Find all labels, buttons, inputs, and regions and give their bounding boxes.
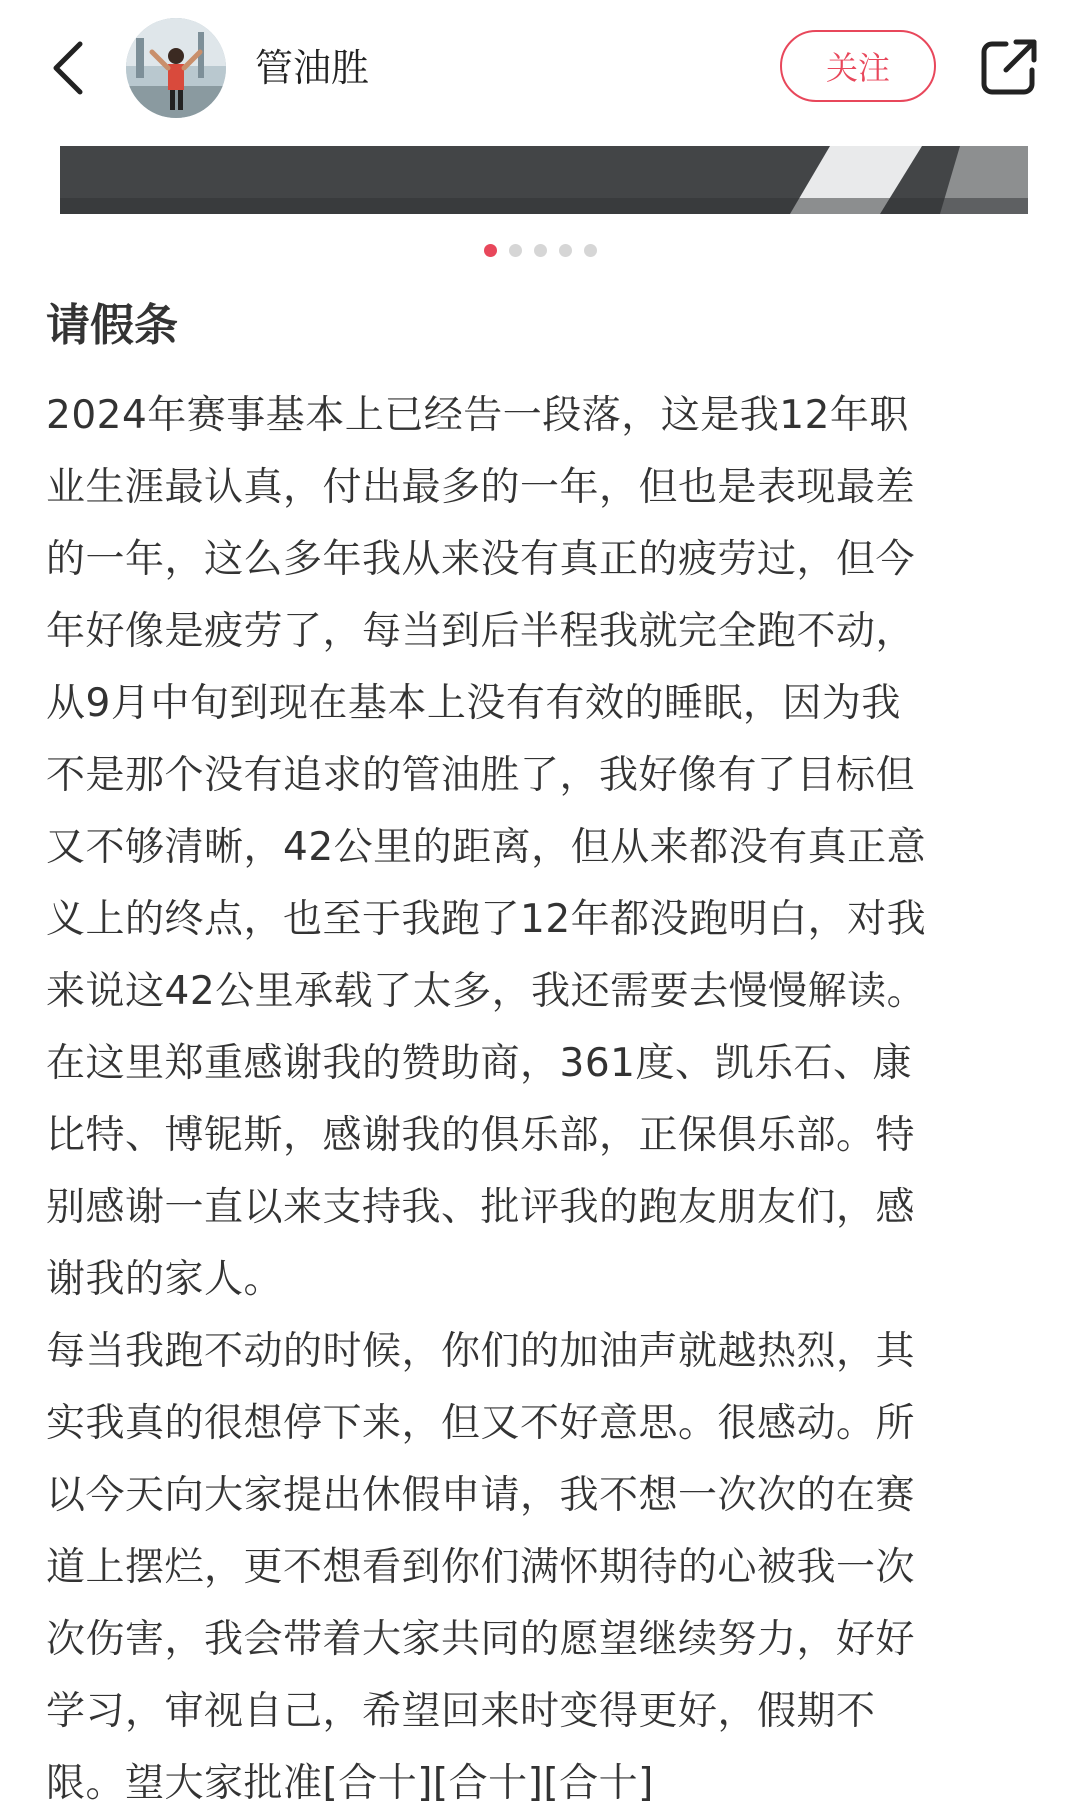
carousel-indicator (0, 244, 1080, 257)
carousel-dot[interactable] (484, 244, 497, 257)
chevron-left-icon (48, 38, 88, 98)
carousel-dot[interactable] (584, 244, 597, 257)
back-button[interactable] (40, 32, 96, 104)
avatar-photo (126, 18, 226, 118)
post-paragraph: 2024年赛事基本上已经告一段落，这是我12年职 业生涯最认真，付出最多的一年，但也是表现最差 的一年，这么多年我从来没有真正的疲劳过，但今 年好像是疲劳了，每当到后半程我就完全跑不动， 从9月中旬到现在基本上没有有效的睡眠，因为我 不是那个没有追求的管油胜了，我好像有了目标但 又不够清晰，42公里的距离，但从来都没有真正意 义上的终点，也至于我跑了12年都没跑明白，对我 来说这42公里承载了太多，我还需要去慢慢解读。 在这里郑重感谢我的赞助商，361度、凯乐石、康 比特、博铌斯，感谢我的俱乐部，正保俱乐部。特 别感谢一直以来支持我、批评我的跑友朋友们，感 谢我的家人。 (46, 393, 927, 1302)
share-icon (978, 36, 1040, 98)
road-photo (60, 146, 1028, 214)
avatar[interactable] (126, 18, 226, 118)
post-body (46, 380, 1036, 1820)
post-title: 请假条 (46, 300, 178, 351)
share-button[interactable] (978, 36, 1040, 98)
follow-button[interactable]: 关注 (780, 30, 936, 102)
username[interactable]: 管油胜 (255, 46, 370, 90)
post-image[interactable] (60, 146, 1028, 214)
top-bar (0, 0, 1080, 140)
carousel-dot[interactable] (559, 244, 572, 257)
carousel-dot[interactable] (509, 244, 522, 257)
carousel-dot[interactable] (534, 244, 547, 257)
post-paragraph: 每当我跑不动的时候，你们的加油声就越热烈，其 实我真的很想停下来，但又不好意思。很感动。所 以今天向大家提出休假申请，我不想一次次的在赛 道上摆烂，更不想看到你们满怀期待的心被我一次 次伤害，我会带着大家共同的愿望继续努力，好好 学习，审视自己，希望回来时变得更好，假期不 限。望大家批准[合十][合十][合十] (46, 1329, 916, 1806)
